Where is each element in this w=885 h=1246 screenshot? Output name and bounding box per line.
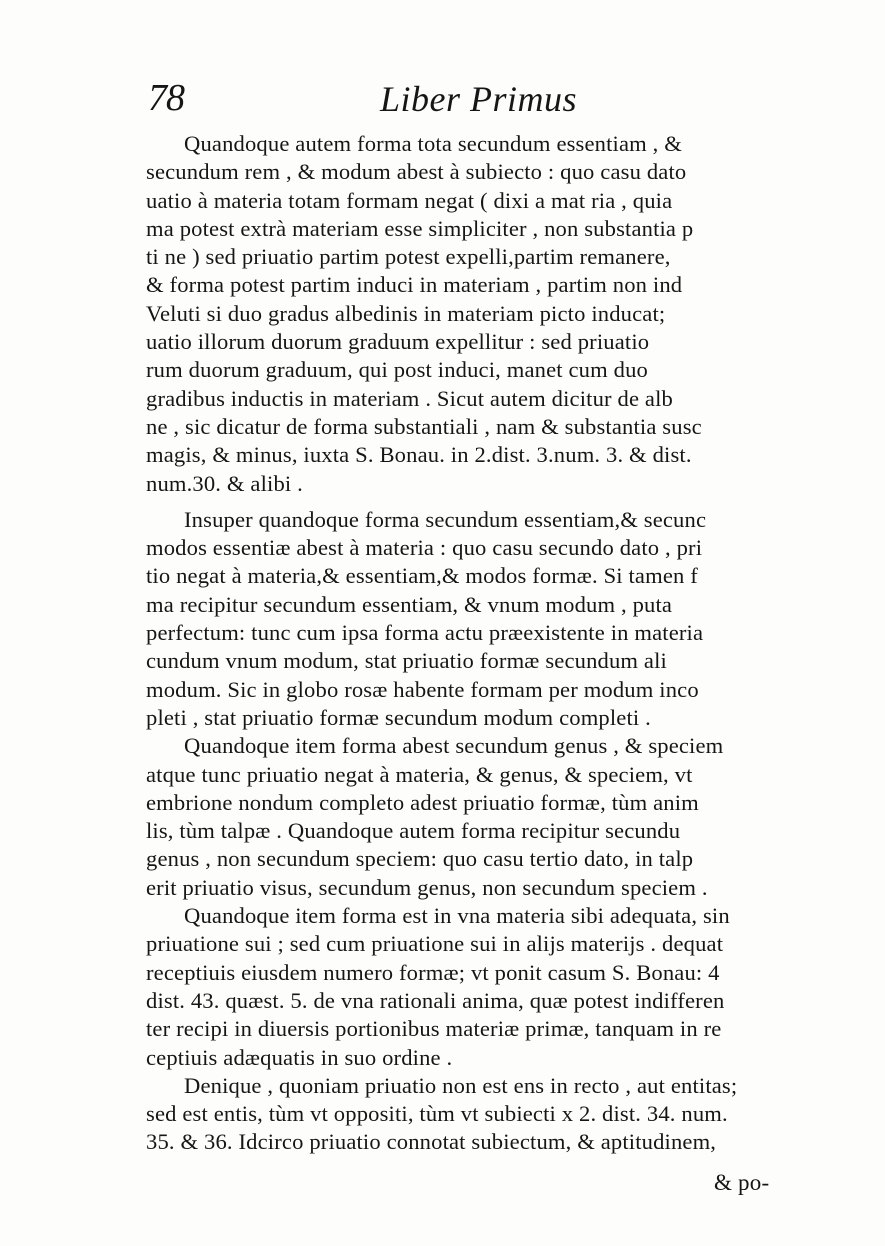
text-line: 35. & 36. Idcirco priuatio connotat subiectum, & aptitudinem, [146,1129,717,1155]
text-line: gradibus inductis in materiam . Sicut autem dicitur de alb [146,385,673,411]
text-line: priuatione sui ; sed cum priuatione sui in alijs materijs . dequat [146,931,724,957]
text-line: ti ne ) sed priuatio partim potest expelli,partim remanere, [146,244,671,270]
text-line: tio negat à materia,& essentiam,& modos formæ. Si tamen f [146,563,698,589]
text-line: ne , sic dicatur de forma substantiali , nam & substantia susc [146,413,702,439]
text-line: ceptiuis adæquatis in suo ordine . [146,1044,453,1070]
text-line: & forma potest partim induci in materiam , partim non ind [146,272,683,298]
paragraph [146,1072,786,1157]
text-line: rum duorum graduum, qui post induci, manet cum duo [146,357,648,383]
text-line: Insuper quandoque forma secundum essentiam,& secunc [184,506,707,532]
text-line: ter recipi in diuersis portionibus materiæ primæ, tanquam in re [146,1016,722,1042]
paragraph [146,506,786,732]
body-text [146,130,786,1157]
text-line: receptiuis eiusdem numero formæ; vt ponit casum S. Bonau: 4 [146,959,720,985]
paragraph [146,732,786,902]
text-line: Quandoque autem forma tota secundum essentiam , & [184,131,683,156]
text-line: Quandoque item forma abest secundum genus , & speciem [184,733,724,759]
text-line: Denique , quoniam priuatio non est ens in recto , aut entitas; [184,1072,738,1098]
text-line: erit priuatio visus, secundum genus, non secundum speciem . [146,874,708,900]
text-line: lis, tùm talpæ . Quandoque autem forma recipitur secundu [146,818,681,844]
text-line: secundum rem , & modum abest à subiecto : quo casu dato [146,159,687,185]
text-line: atque tunc priuatio negat à materia, & genus, & speciem, vt [146,761,693,787]
text-line: dist. 43. quæst. 5. de vna rationali anima, quæ potest indifferen [146,987,725,1013]
paragraph [146,130,786,498]
text-line: uatio illorum duorum graduum expellitur : sed priuatio [146,329,650,355]
paragraph [146,902,786,1072]
text-line: embrione nondum completo adest priuatio formæ, tùm anim [146,789,699,815]
text-line: magis, & minus, iuxta S. Bonau. in 2.dist. 3.num. 3. & dist. [146,442,692,468]
page-header [148,76,628,126]
text-line: uatio à materia totam formam negat ( dixi a mat ria , quia [146,187,673,213]
text-line: modos essentiæ abest à materia : quo casu secundo dato , pri [146,535,703,561]
text-line: Quandoque item forma est in vna materia sibi adequata, sin [184,903,730,929]
catchword: & po- [714,1170,770,1195]
text-line: modum. Sic in globo rosæ habente formam per modum inco [146,676,699,702]
page-number: 78 [148,77,184,119]
text-line: Veluti si duo gradus albedinis in materiam picto inducat; [146,300,666,326]
text-line: perfectum: tunc cum ipsa forma actu præexistente in materia [146,620,704,646]
text-line: genus , non secundum speciem: quo casu tertio dato, in talp [146,846,694,872]
text-line: cundum vnum modum, stat priuatio formæ secundum ali [146,648,667,674]
text-line: pleti , stat priuatio formæ secundum modum completi . [146,704,651,730]
running-title: Liber Primus [380,79,578,119]
text-line: num.30. & alibi . [146,470,303,496]
text-line: sed est entis, tùm vt oppositi, tùm vt subiecti x 2. dist. 34. num. [146,1101,728,1127]
text-line: ma potest extrà materiam esse simpliciter , non substantia p [146,215,694,241]
text-line: ma recipitur secundum essentiam, & vnum modum , puta [146,591,673,617]
